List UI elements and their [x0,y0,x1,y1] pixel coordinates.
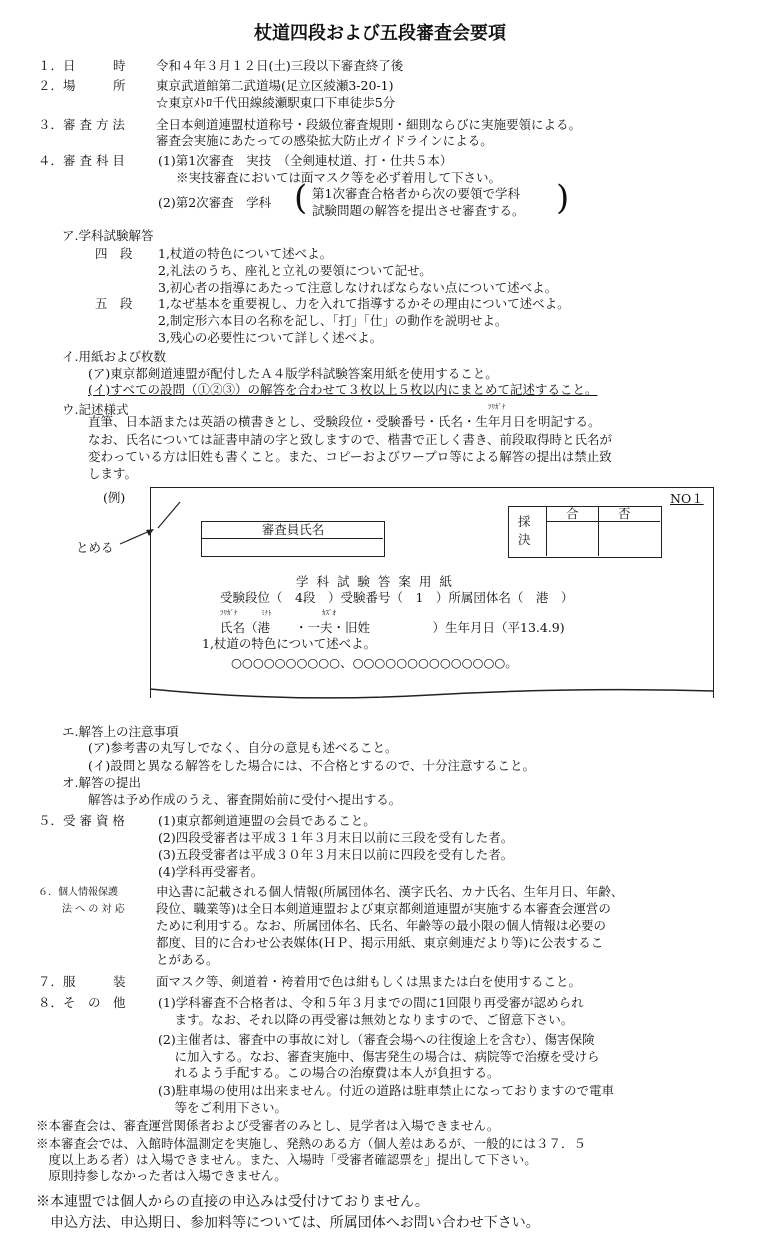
s1-label: １．日 時 [38,58,126,73]
s6-line2: 段位、職業等)は全日本剣道連盟および東京都剣道連盟が実施する本審査会運営の [156,901,611,916]
right-bracket-icon: ) [556,178,570,218]
final-line1: ※本連盟では個人からの直接の申込みは受付けておりません。 [36,1194,429,1210]
s2-label: ２．場 所 [38,78,126,93]
e-line2: (イ)設問と異なる解答をした場合には、不合格とするので、十分注意すること。 [88,758,536,773]
note-4: 原則持参しなかった者は入場できません。 [36,1168,287,1183]
sheet-question-line: 1,杖道の特色について述べよ。 [202,636,377,651]
s6-label2: 法 へ の 対 応 [62,904,125,915]
i-line1: (ア)東京都剣道連盟が配付したＡ４版学科試験答案用紙を使用すること。 [88,366,498,381]
o-line1: 解答は予め作成のうえ、審査開始前に受付へ提出する。 [88,792,402,807]
s8-line7: 等をご利用下さい。 [158,1100,287,1115]
s8-line3: (2)主催者は、審査中の事故に対し（審査会場への往復途上を含む）、傷害保険 [158,1032,595,1047]
s4-item2-note1: 第1次審査合格者から次の要領で学科 [312,186,520,201]
s5-line2: (2)四段受審者は平成３１年３月末日以前に三段を受有した者。 [158,830,514,845]
a-yondan-1: 1,杖道の特色について述べよ。 [158,246,333,261]
u-line1: 直筆、日本語または英語の横書きとし、受験段位・受験番号・氏名・生年月日を明記する。 [88,414,601,429]
u-line2: なお、氏名については証書申請の字と致しますので、楷書で正しく書き、前段取得時と氏名が [88,432,613,447]
i-heading: イ.用紙および枚数 [62,349,166,364]
judgment-label: 採 決 [518,514,531,547]
s4-item1: (1)第1次審査 実技 （全剣連杖道、打・仕共５本） [158,153,453,168]
s4-item2-note2: 試験問題の解答を提出させ審査する。 [312,203,525,218]
a-godan-label: 五 段 [95,296,133,311]
e-line1: (ア)参考書の丸写しでなく、自分の意見も述べること。 [88,740,398,755]
s6-line3: ために利用する。なお、所属団体名、氏名、年齢等の最小限の個人情報は必要の [156,918,607,933]
judgment-fail: 否 [618,506,631,521]
a-yondan-2: 2,礼法のうち、座礼と立礼の要領について記せ。 [158,263,432,278]
judgment-box [508,506,662,558]
s6-line5: とがある。 [156,952,219,967]
sheet-name-line: 氏名（港 ・一夫・旧姓 ）生年月日（平13.4.9) [220,620,565,635]
s5-label: ５．受 審 資 格 [38,813,125,828]
s7-text: 面マスク等、剣道着・袴着用で色は紺もしくは黒または白を使用すること。 [156,974,582,989]
note-2: ※本審査会では、入館時体温測定を実施し、発熱のある方（個人差はあるが、一般的には３７．５ [36,1136,587,1151]
sheet-number: NO１ [670,491,704,506]
tomeru-label: とめる [76,540,114,555]
ruby-furigana: ﾌﾘｶﾞﾅ [220,609,238,617]
a-heading: ア.学科試験解答 [62,228,154,243]
left-bracket-icon: ( [294,178,308,218]
ruby-kazuo: ｶｽﾞｵ [322,609,336,617]
s4-note1: ※実技審査においては面マスク等を必ず着用して下さい。 [176,170,502,185]
s5-line3: (3)五段受審者は平成３０年３月末日以前に四段を受有した者。 [158,847,514,862]
s6-line1: 申込書に記載される個人情報(所属団体名、漢字氏名、カナ氏名、生年月日、年齢、 [156,884,624,899]
note-1: ※本審査会は、審査運営関係者および受審者のみとし、見学者は入場できません。 [36,1118,500,1133]
sheet-exam-line: 受験段位（ 4段 ）受験番号（ 1 ）所属団体名（ 港 ） [220,590,574,605]
sheet-title: 学 科 試 験 答 案 用 紙 [296,574,454,589]
s2-line2: ☆東京ﾒﾄﾛ千代田線綾瀬駅東口下車徒歩5分 [156,95,396,110]
sheet-torn-edge [150,685,714,705]
judgment-pass: 合 [566,506,579,521]
i-line2: (イ)すべての設問（①②③）の解答を合わせて３枚以上５枚以内にまとめて記述すること。 [88,382,598,397]
s8-label: ８．そ の 他 [38,995,126,1010]
u-line3: 変わっている方は旧姓も書くこと。また、コピーおよびワープロ等による解答の提出は禁止致 [88,449,612,464]
u-line4: します。 [88,466,138,481]
s5-line4: (4)学科再受審者。 [158,864,264,879]
s6-label1: ６．個人情報保護 [38,887,118,898]
s8-line5: れるよう手配する。この場合の治療費は本人が負担する。 [158,1065,500,1080]
a-godan-2: 2,制定形六本目の名称を記し、「打」「仕」の動作を説明せよ。 [158,313,508,328]
a-godan-1: 1,なぜ基本を重要視し、力を入れて指導するかその理由について述べよ。 [158,296,570,311]
u-heading: ウ.記述様式 [62,402,129,417]
final-line2: 申込方法、申込期日、参加料等については、所属団体へお問い合わせ下さい。 [36,1215,540,1231]
sheet-answer-circles: ○○○○○○○○○○、○○○○○○○○○○○○○○。 [231,655,518,670]
s3-label: ３．審 査 方 法 [38,117,125,132]
s8-line2: ます。なお、それ以降の再受審は無効となりますので、ご留意下さい。 [158,1012,574,1027]
note-3: 度以上ある者）は入場できません。また、入場時「受審者確認票を」提出して下さい。 [36,1152,537,1167]
s4-label: ４．審 査 科 目 [38,153,125,168]
s6-line4: 都度、目的に合わせ公表媒体(ＨＰ、掲示用紙、東京剣連だより等)に公表するこ [156,935,604,950]
s5-line1: (1)東京都剣道連盟の会員であること。 [158,813,376,828]
s2-line1: 東京武道館第二武道場(足立区綾瀬3-20-1) [156,78,394,93]
example-label: (例) [103,490,126,505]
a-yondan-3: 3,初心者の指導にあたって注意しなければならない点について述べよ。 [158,280,558,295]
e-heading: エ.解答上の注意事項 [62,724,179,739]
o-heading: オ.解答の提出 [62,775,141,790]
page-title: 杖道四段および五段審査会要項 [254,23,506,44]
s3-line2: 審査会実施にあたっての感染拡大防止ガイドラインによる。 [156,133,493,148]
s1-text: 令和４年３月１２日(土)三段以下審査終了後 [156,58,404,73]
s8-line6: (3)駐車場の使用は出来ません。付近の道路は駐車禁止になっておりますので電車 [158,1083,614,1098]
a-yondan-label: 四 段 [95,246,133,261]
examiner-name-label: 審査員氏名 [261,522,325,537]
s8-line4: に加入する。なお、審査実施中、傷害発生の場合は、病院等で治療を受けら [158,1049,600,1064]
a-godan-3: 3,残心の必要性について詳しく述べよ。 [158,330,383,345]
s8-line1: (1)学科審査不合格者は、令和５年３月までの間に1回限り再受審が認められ [158,995,584,1010]
ruby-minato: ﾐﾅﾄ [261,609,272,617]
u-ruby: ﾌﾘｶﾞﾅ [488,403,506,411]
s4-item2: (2)第2次審査 学科 [158,195,272,210]
s3-line1: 全日本剣道連盟杖道称号・段級位審査規則・細則ならびに実施要領による。 [156,117,582,132]
s7-label: ７．服 装 [38,974,126,989]
